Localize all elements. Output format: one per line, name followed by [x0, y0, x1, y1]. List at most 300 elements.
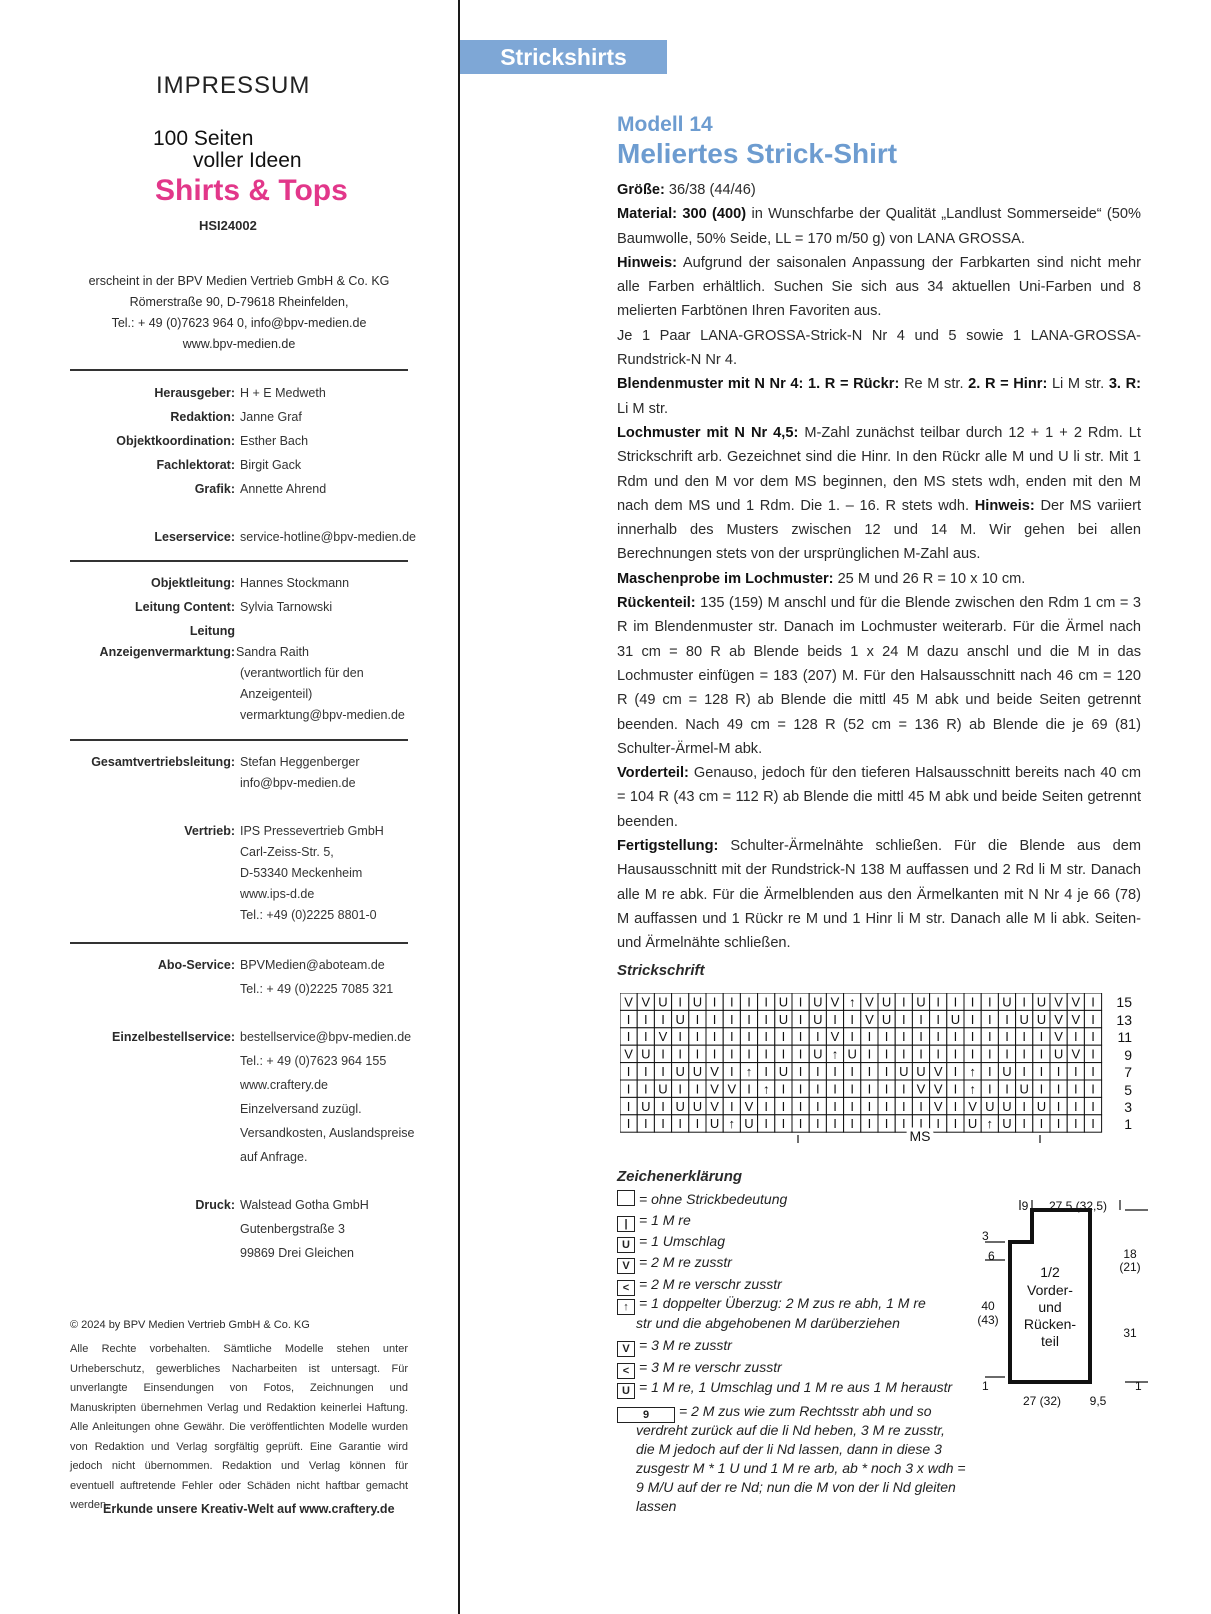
chart-symbol: I: [764, 994, 769, 1010]
chart-symbol: V: [658, 1029, 668, 1045]
chart-symbol: I: [953, 1064, 958, 1079]
credit-value: Hannes Stockmann: [240, 576, 350, 590]
chart-symbol: U: [813, 994, 823, 1010]
dim-label: 1: [1135, 1379, 1142, 1393]
chart-symbol: I: [987, 1011, 992, 1027]
legend-item: V = 3 M re zusstr: [617, 1336, 732, 1357]
chart-symbol: I: [833, 1098, 837, 1114]
chart-symbol: I: [953, 994, 958, 1010]
chart-symbol: ↑: [831, 1046, 839, 1062]
chart-symbol: I: [987, 1029, 992, 1045]
chart-symbol: U: [778, 1011, 789, 1027]
chart-symbol: I: [884, 1064, 889, 1079]
credit-label: Objektleitung:: [150, 576, 235, 590]
chart-symbol: I: [1005, 1081, 1009, 1097]
chart-symbol: I: [867, 1081, 872, 1097]
row-number: 3: [1124, 1099, 1132, 1115]
svg-text:teil: teil: [1041, 1333, 1059, 1349]
credit-value: Esther Bach: [240, 434, 309, 448]
increase-icon: U: [617, 1383, 635, 1399]
para-border: Blendenmuster mit N Nr 4: 1. R = Rückr: Re M str. 2. R = Hinr: Li M str. 3. R: Li M str.: [617, 376, 1142, 417]
dim-label: (21): [1119, 1260, 1141, 1274]
dim-label: 3: [982, 1229, 989, 1243]
dim-label: 6: [988, 1249, 995, 1263]
chart-symbol: I: [747, 1081, 751, 1097]
chart-symbol: I: [729, 1046, 734, 1062]
chart-symbol: U: [692, 1098, 703, 1114]
chart-symbol: I: [850, 1098, 855, 1114]
credit-value: Janne Graf: [240, 410, 302, 424]
chart-symbol: I: [901, 1046, 906, 1062]
legend-item-cont: str und die abgehobenen M darüberziehen: [636, 1315, 900, 1331]
issue-code: HSI24002: [199, 218, 257, 233]
chart-symbol: V: [1054, 1029, 1063, 1045]
chart-symbol: I: [901, 1098, 906, 1114]
chart-symbol: I: [764, 1046, 769, 1062]
chart-symbol: I: [678, 1046, 683, 1062]
legend-title: Zeichenerklärung: [617, 1168, 743, 1185]
chart-symbol: I: [661, 1098, 665, 1114]
chart-title: Strickschrift: [617, 962, 705, 979]
credit-label: Vertrieb:: [184, 824, 235, 838]
chart-symbol: I: [867, 1064, 872, 1079]
chart-symbol: I: [781, 1081, 786, 1097]
legend-item: = ohne Strickbedeutung: [617, 1190, 787, 1209]
chart-symbol: I: [1091, 1011, 1095, 1027]
chart-symbol: I: [936, 1116, 941, 1132]
credit-label: Einzelbestellservice:: [112, 1030, 235, 1044]
chart-symbol: U: [658, 1081, 668, 1097]
credit-value: Sandra Raith: [236, 645, 309, 659]
chart-symbol: V: [624, 994, 633, 1010]
para-gauge: Maschenprobe im Lochmuster: 25 M und 26 R = 10 x 10 cm.: [617, 570, 1026, 587]
chart-symbol: U: [1053, 1046, 1064, 1062]
chart-symbol: I: [626, 1011, 631, 1027]
chart-symbol: I: [1022, 1029, 1027, 1045]
chart-symbol: I: [661, 1011, 665, 1027]
legend-item-cont: 9 M/U auf der re Nd; nun die M von der li Nd gleiten: [636, 1479, 956, 1495]
chart-symbol: I: [901, 1029, 906, 1045]
chart-symbol: I: [712, 1011, 717, 1027]
chart-symbol: V: [830, 1029, 840, 1045]
chart-symbol: I: [1091, 1116, 1095, 1132]
svg-text:Vorder-: Vorder-: [1027, 1282, 1073, 1298]
para-material: Material: 300 (400) in Wunschfarbe der Qualität „Landlust Sommerseide“ (50% Baumwolle, 50% Seide, LL = 170 m/50 g) von LANA GROSSA.: [617, 206, 1141, 247]
chart-symbol: I: [798, 1029, 803, 1045]
copyright-line: © 2024 by BPV Medien Vertrieb GmbH & Co. KG: [70, 1319, 310, 1331]
chart-symbol: I: [729, 1064, 734, 1079]
chart-symbol: I: [643, 1011, 648, 1027]
k3tog-tbl-icon: <: [617, 1363, 635, 1379]
chart-symbol: V: [1054, 1011, 1063, 1027]
chart-symbol: I: [798, 1116, 803, 1132]
chart-symbol: I: [781, 1046, 786, 1062]
credit-value: IPS Pressevertrieb GmbH: [240, 824, 384, 838]
chart-symbol: I: [901, 1011, 906, 1027]
dim-label: 27,5 (32,5): [1048, 1200, 1108, 1213]
credit-value: Gutenbergstraße 3: [240, 1222, 345, 1236]
chart-symbol: U: [899, 1064, 909, 1079]
credit-value: service-hotline@bpv-medien.de: [240, 530, 416, 544]
chart-symbol: U: [813, 1011, 823, 1027]
row-number: 7: [1124, 1064, 1132, 1080]
chart-symbol: V: [1071, 1046, 1081, 1062]
chart-symbol: I: [712, 1046, 717, 1062]
brand-name: Shirts & Tops: [155, 174, 348, 207]
chart-symbol: I: [712, 1029, 717, 1045]
divider-line: [70, 560, 408, 562]
dim-label: (43): [977, 1313, 999, 1327]
row-number: 15: [1116, 994, 1132, 1010]
instructions-text: [617, 178, 1141, 956]
chart-symbol: U: [658, 994, 668, 1010]
credit-label: Anzeigenvermarktung:: [99, 645, 235, 659]
row-number: 5: [1124, 1082, 1132, 1098]
credit-label: Redaktion:: [170, 410, 235, 424]
chart-symbol: I: [747, 1046, 751, 1062]
credit-value: Tel.: + 49 (0)7623 964 155: [240, 1054, 387, 1068]
chart-symbol: I: [712, 994, 717, 1010]
credit-label: Leitung Content:: [135, 600, 235, 614]
chart-symbol: U: [1019, 1081, 1029, 1097]
chart-symbol: I: [867, 1029, 872, 1045]
credit-label: Leitung: [189, 624, 235, 638]
chart-symbol: I: [919, 1011, 923, 1027]
chart-symbol: I: [661, 1116, 665, 1132]
chart-symbol: ↑: [745, 1064, 753, 1079]
chart-grid: [620, 993, 1102, 1132]
chart-symbol: I: [919, 1098, 923, 1114]
chart-symbol: V: [744, 1098, 754, 1114]
chart-symbol: V: [1054, 994, 1063, 1010]
chart-symbol: I: [850, 1116, 855, 1132]
model-number: Modell 14: [617, 113, 713, 136]
chart-symbol: V: [968, 1098, 977, 1114]
credit-label: Objektkoordination:: [116, 434, 235, 448]
chart-symbol: I: [1022, 1098, 1027, 1114]
chart-symbol: I: [901, 1116, 906, 1132]
chart-symbol: I: [919, 1116, 923, 1132]
chart-symbol: I: [626, 1029, 631, 1045]
legend-item: 9 = 2 M zus wie zum Rechtsstr abh und so: [617, 1402, 932, 1423]
para-finishing: Fertigstellung: Schulter-Ärmelnähte schließen. Für die Blende aus dem Hausausschnitt mit der Rundstrick-N 138 M auffassen und 2 Rd li M str. Danach alle M re abk. Für die Ärmelblenden aus den Ärmelkanten mit N Nr 4 je 66 (78) M auffassen und 1 Rückr re M und 1 Hinr li M str. Danach alle M li abk. Seiten- und Ärmelnähte schließen.: [617, 838, 1141, 952]
chart-symbol: I: [1039, 1116, 1044, 1132]
chart-symbol: I: [987, 1046, 992, 1062]
chart-symbol: I: [850, 1029, 855, 1045]
credit-value: www.ips-d.de: [240, 887, 315, 901]
para-size: Größe: 36/38 (44/46): [617, 182, 756, 198]
publisher-info: [70, 271, 408, 355]
chart-symbol: I: [1039, 1029, 1044, 1045]
chart-symbol: I: [729, 1029, 734, 1045]
chart-symbol: ↑: [969, 1081, 976, 1097]
chart-symbol: I: [815, 1029, 820, 1045]
chart-symbol: I: [1091, 1029, 1095, 1045]
chart-symbol: I: [867, 1098, 872, 1114]
legend-item: U = 1 Umschlag: [617, 1232, 725, 1253]
chart-symbol: V: [710, 1081, 719, 1097]
legend-item: U = 1 M re, 1 Umschlag und 1 M re aus 1 M heraustr: [617, 1378, 952, 1399]
dim-label: 27 (32): [1022, 1394, 1062, 1408]
chart-symbol: I: [1056, 1098, 1061, 1114]
svg-text:und: und: [1038, 1299, 1062, 1315]
chart-symbol: I: [798, 1081, 803, 1097]
chart-symbol: I: [781, 1098, 786, 1114]
chart-symbol: I: [850, 1081, 855, 1097]
chart-symbol: I: [1073, 1029, 1078, 1045]
chart-symbol: U: [1036, 1098, 1047, 1114]
chart-symbol: I: [833, 1081, 837, 1097]
chart-symbol: ↑: [969, 1064, 976, 1079]
chart-symbol: I: [970, 994, 975, 1010]
chart-symbol: U: [985, 1098, 995, 1114]
chart-symbol: I: [970, 1046, 975, 1062]
chart-symbol: I: [1039, 1064, 1044, 1079]
rights-text: Alle Rechte vorbehalten. Sämtliche Modelle stehen unter Urheberschutz, gewerbliches Nacharbeiten ist untersagt. Für unverlangte Einsendungen von Fotos, Zeichnungen und Manuskripten übernehmen Verlag und Redaktion keinerlei Haftung. Alle Anleitungen ohne Gewähr. Die veröffentlichten Modelle wurden von Redaktion und Verlag sorgfältig geprüft. Eine Garantie wird jedoch nicht übernommen. Redaktion und Verlag können für eventuell auftretende Fehler oder Schäden nicht haftbar gemacht werden.: [70, 1343, 408, 1511]
chart-symbol: U: [881, 1011, 892, 1027]
dim-label: 1: [982, 1379, 989, 1393]
credit-value: info@bpv-medien.de: [240, 776, 356, 790]
double-decrease-icon: ↑: [617, 1299, 635, 1315]
chart-symbol: U: [950, 1011, 961, 1027]
chart-symbol: I: [936, 1029, 941, 1045]
chart-symbol: U: [1002, 994, 1012, 1010]
chart-symbol: I: [1056, 1116, 1061, 1132]
chart-symbol: I: [833, 1116, 837, 1132]
chart-symbol: V: [1071, 1011, 1081, 1027]
chart-symbol: U: [1002, 1116, 1012, 1132]
ssk-icon: <: [617, 1280, 635, 1296]
chart-symbol: I: [1005, 1046, 1009, 1062]
chart-symbol: I: [901, 994, 906, 1010]
chart-symbol: I: [1039, 1081, 1044, 1097]
chart-symbol: I: [798, 1098, 803, 1114]
credit-value: Walstead Gotha GmbH: [240, 1198, 369, 1212]
chart-symbol: I: [953, 1098, 958, 1114]
chart-symbol: I: [833, 1064, 837, 1079]
chart-symbol: V: [933, 1064, 943, 1079]
chart-symbol: V: [865, 994, 874, 1010]
chart-symbol: I: [884, 1046, 889, 1062]
chart-symbol: I: [884, 1081, 889, 1097]
credit-label: Fachlektorat:: [156, 458, 235, 472]
chart-symbol: I: [678, 1029, 683, 1045]
chart-symbol: I: [970, 1029, 975, 1045]
chart-symbol: I: [1091, 1081, 1095, 1097]
chart-symbol: I: [987, 1064, 992, 1079]
chart-symbol: I: [987, 1081, 992, 1097]
chart-symbol: V: [865, 1011, 874, 1027]
credit-label: Grafik:: [194, 482, 235, 496]
chart-symbol: I: [781, 1029, 786, 1045]
chart-symbol: I: [1091, 1046, 1095, 1062]
chart-symbol: I: [781, 1116, 786, 1132]
chart-symbol: I: [798, 1064, 803, 1079]
chart-symbol: V: [727, 1081, 737, 1097]
chart-symbol: I: [1073, 1081, 1078, 1097]
model-title: Meliertes Strick-Shirt: [617, 138, 898, 169]
category-tab: Strickshirts: [460, 40, 667, 74]
divider-line: [70, 942, 408, 944]
chart-symbol: U: [675, 1011, 685, 1027]
chart-symbol: I: [901, 1081, 906, 1097]
chart-symbol: I: [695, 1116, 700, 1132]
chart-symbol: U: [778, 1064, 789, 1079]
credit-label: Abo-Service:: [157, 958, 235, 972]
chart-symbol: I: [833, 1011, 837, 1027]
chart-symbol: I: [867, 1116, 872, 1132]
impressum-title: IMPRESSUM: [156, 72, 311, 99]
chart-symbol: I: [678, 1116, 683, 1132]
chart-symbol: I: [661, 1064, 665, 1079]
credit-label: Gesamtvertriebsleitung:: [91, 755, 235, 769]
column-divider: [458, 0, 460, 1614]
chart-symbol: U: [1019, 1011, 1029, 1027]
chart-symbol: ↑: [986, 1116, 994, 1132]
dim-label: 40: [981, 1299, 995, 1313]
credit-value: Stefan Heggenberger: [240, 755, 360, 769]
chart-symbol: I: [1073, 1064, 1078, 1079]
explore-line: Erkunde unsere Kreativ-Welt auf www.craftery.de: [103, 1502, 395, 1516]
publisher-line: erscheint in der BPV Medien Vertrieb GmbH & Co. KG: [88, 274, 390, 288]
credit-value: vermarktung@bpv-medien.de: [240, 708, 405, 722]
credit-label: Herausgeber:: [154, 386, 235, 400]
chart-symbol: I: [695, 1029, 700, 1045]
row-number: 1: [1124, 1116, 1132, 1132]
yarn-over-icon: U: [617, 1237, 635, 1253]
chart-symbol: I: [987, 994, 992, 1010]
legend-item: V = 2 M re zusstr: [617, 1253, 732, 1274]
k3tog-icon: V: [617, 1341, 635, 1357]
chart-symbol: I: [747, 1011, 751, 1027]
chart-symbol: I: [643, 1116, 648, 1132]
ms-label: MS: [909, 1128, 931, 1143]
chart-symbol: I: [764, 1098, 769, 1114]
nine-stitch-cluster-icon: 9: [617, 1407, 675, 1423]
chart-symbol: U: [692, 994, 703, 1010]
credit-value: auf Anfrage.: [240, 1150, 308, 1164]
chart-symbol: I: [953, 1029, 958, 1045]
chart-symbol: I: [1056, 1064, 1061, 1079]
chart-symbol: I: [764, 1116, 769, 1132]
empty-symbol-icon: [617, 1190, 635, 1206]
chart-symbol: V: [830, 994, 840, 1010]
chart-symbol: I: [764, 1064, 769, 1079]
para-back: Rückenteil: 135 (159) M anschl und für die Blende zwischen den Rdm 1 cm = 3 R im Blendenmuster str. Danach im Lochmuster weiterarb. Für die Ärmel nach 31 cm = 80 R ab Blende beids 1 x 24 M dazu anschl und die M in das Lochmuster einfügen = 183 (207) M. Für den Halsausschnitt nach 46 cm = 120 R (49 cm = 128 R) ab Blende die mittl 45 M abk und beide Seiten getrennt beenden. Nach 49 cm = 128 R (52 cm = 136 R) ab Blende die je 69 (81) Schulter-Ärmel-M abk.: [617, 595, 1141, 757]
credit-value: Sylvia Tarnowski: [240, 600, 333, 614]
garment-schematic: [970, 1200, 1170, 1420]
chart-symbol: U: [709, 1116, 720, 1132]
credit-label: Leserservice:: [154, 530, 235, 544]
chart-symbol: I: [1005, 1029, 1009, 1045]
chart-symbol: I: [729, 1098, 734, 1114]
chart-symbol: I: [661, 1046, 665, 1062]
legend-item: < = 2 M re verschr zusstr: [617, 1275, 782, 1296]
chart-symbol: ↑: [728, 1116, 736, 1132]
credit-value: bestellservice@bpv-medien.de: [240, 1030, 412, 1044]
chart-symbol: U: [675, 1064, 685, 1079]
chart-symbol: U: [847, 1046, 857, 1062]
para-note: Hinweis: Aufgrund der saisonalen Anpassung der Farbkarten sind nicht mehr alle Farben erhältlich. Suchen Sie sich aus 34 aktuellen Uni-Farben und 8 melierten Farbtönen Ihren Favoriten aus.: [617, 254, 1141, 320]
chart-symbol: I: [1039, 1046, 1044, 1062]
chart-symbol: I: [850, 1064, 855, 1079]
chart-symbol: I: [678, 1081, 683, 1097]
chart-symbol: U: [692, 1064, 703, 1079]
chart-symbol: I: [815, 1116, 820, 1132]
chart-symbol: I: [884, 1029, 889, 1045]
publisher-line: Tel.: + 49 (0)7623 964 0, info@bpv-medien.de: [111, 316, 367, 330]
chart-symbol: I: [1073, 1098, 1078, 1114]
chart-symbol: I: [919, 1029, 923, 1045]
para-front: Vorderteil: Genauso, jedoch für den tieferen Halsausschnitt bereits nach 40 cm = 104 R (43 cm = 112 R) ab Blende die mittl 45 M abk und beide Seiten getrennt beenden.: [617, 765, 1141, 830]
chart-symbol: I: [643, 1029, 648, 1045]
chart-symbol: I: [1022, 1046, 1027, 1062]
credit-value: Birgit Gack: [240, 458, 302, 472]
legend-item-cont: verdreht zurück auf die li Nd heben, 3 M re zusstr,: [636, 1422, 945, 1438]
chart-symbol: I: [643, 1064, 648, 1079]
chart-symbol: U: [778, 994, 789, 1010]
knit-symbol-icon: |: [617, 1216, 635, 1232]
chart-symbol: U: [813, 1046, 823, 1062]
brand-line-1: 100 Seiten: [153, 127, 254, 150]
chart-symbol: I: [936, 1046, 941, 1062]
legend-item-cont: die M jedoch auf der li Nd lassen, dann in diese 3: [636, 1441, 942, 1457]
chart-symbol: I: [747, 1029, 751, 1045]
chart-symbol: V: [1071, 994, 1081, 1010]
chart-symbol: I: [626, 1116, 631, 1132]
chart-symbol: I: [1056, 1081, 1061, 1097]
chart-symbol: I: [850, 1011, 855, 1027]
credit-value: (verantwortlich für den: [240, 666, 364, 680]
row-number: 13: [1116, 1012, 1132, 1028]
chart-symbol: I: [695, 1011, 700, 1027]
credit-value: 99869 Drei Gleichen: [240, 1246, 354, 1260]
chart-symbol: I: [953, 1046, 958, 1062]
credit-label: Druck:: [195, 1198, 235, 1212]
chart-symbol: U: [1002, 1064, 1012, 1079]
chart-symbol: I: [1022, 1116, 1027, 1132]
chart-symbol: I: [1022, 994, 1027, 1010]
divider-line: [70, 369, 408, 371]
chart-symbol: I: [815, 1098, 820, 1114]
chart-symbol: I: [729, 1011, 734, 1027]
chart-symbol: I: [815, 1064, 820, 1079]
chart-symbol: I: [747, 994, 751, 1010]
legend-item: < = 3 M re verschr zusstr: [617, 1358, 782, 1379]
chart-symbol: V: [641, 994, 651, 1010]
chart-symbol: U: [916, 994, 926, 1010]
chart-symbol: I: [919, 1046, 923, 1062]
chart-symbol: I: [764, 1029, 769, 1045]
chart-symbol: V: [916, 1081, 926, 1097]
row-number: 11: [1117, 1029, 1132, 1045]
chart-symbol: I: [953, 1116, 958, 1132]
credit-value: www.craftery.de: [240, 1078, 328, 1092]
credit-value: Tel.: + 49 (0)2225 7085 321: [240, 982, 394, 996]
chart-symbol: I: [1005, 1011, 1009, 1027]
svg-text:Rücken-: Rücken-: [1023, 1316, 1077, 1332]
chart-symbol: V: [933, 1098, 943, 1114]
credit-value: Tel.: +49 (0)2225 8801-0: [240, 908, 377, 922]
knitting-chart: [620, 993, 1140, 1143]
chart-symbol: V: [624, 1046, 633, 1062]
credit-value: D-53340 Meckenheim: [240, 866, 363, 880]
publisher-line: www.bpv-medien.de: [182, 337, 296, 351]
row-number: 9: [1124, 1047, 1132, 1063]
chart-symbol: I: [1091, 994, 1095, 1010]
legend-item: | = 1 M re: [617, 1211, 691, 1232]
dim-label: 18: [1123, 1247, 1137, 1261]
